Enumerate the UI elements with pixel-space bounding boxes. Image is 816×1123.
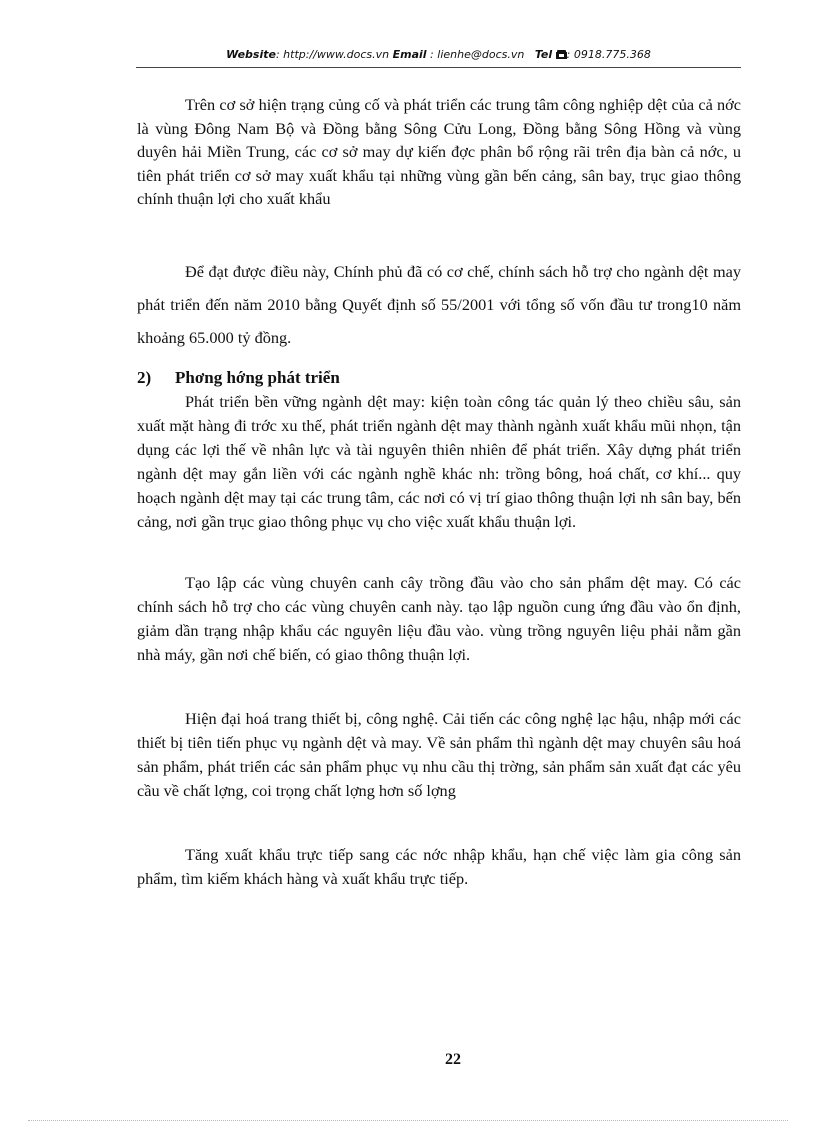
section-number: 2) [137,368,152,387]
paragraph-1: Trên cơ sở hiện trạng củng cố và phát triển các trung tâm công nghiệp dệt của cả nớc là vùng Đông Nam Bộ và Đồng bằng Sông Cửu Long, Đồng bằng Sông Hồng và vùng duyên hải Miền Trung, các cơ sở may dự kiến đợc phân bổ rộng rãi trên địa bàn cả nớc, u tiên phát triển cơ sở may xuất khẩu tại những vùng gần bến cảng, sân bay, trục giao thông chính thuận lợi cho xuất khẩu [137,95,741,208]
paragraph-2: Để đạt được điều này, Chính phủ đã có cơ chế, chính sách hỗ trợ cho ngành dệt may phát triển đến năm 2010 bằng Quyết định số 55/2001 với tổng số vốn đầu tư trong10 năm khoảng 65.000 tỷ đồng. [137,262,741,347]
website-value: : http://www.docs.vn [275,48,390,61]
footer-divider [28,1120,788,1121]
section-heading [137,368,340,388]
section-title: Phơng hớng phát triển [175,368,340,387]
tel-label: Tel [534,48,553,61]
paragraph-6: Tăng xuất khẩu trực tiếp sang các nớc nhập khẩu, hạn chế việc làm gia công sản phẩm, tìm kiếm khách hàng và xuất khẩu trực tiếp. [137,845,741,888]
paragraph-5: Hiện đại hoá trang thiết bị, công nghệ. Cải tiến các công nghệ lạc hậu, nhập mới các thiết bị tiên tiến phục vụ ngành dệt và may. Về sản phẩm thì ngành dệt may chuyên sâu hoá sản phẩm, phát triển các sản phẩm phục vụ nhu cầu thị trờng, sản phẩm sản xuất đạt các yêu cầu về chất lợng, coi trọng chất lợng hơn số lợng [137,709,741,800]
page-header [136,48,741,66]
paragraph-4: Tạo lập các vùng chuyên canh cây trồng đầu vào cho sản phẩm dệt may. Có các chính sách hỗ trợ cho các vùng chuyên canh này. tạo lập nguồn cung ứng đầu vào ổn định, giảm dần trạng nhập khẩu các nguyên liệu đầu vào. vùng trồng nguyên liệu phải nằm gần nhà máy, gần nơi chế biến, có giao thông thuận lợi. [137,573,741,664]
paragraph-3: Phát triển bền vững ngành dệt may: kiện toàn công tác quản lý theo chiều sâu, sản xuất mặt hàng đi trớc xu thế, phát triển ngành dệt may thành ngành xuất khẩu mũi nhọn, tận dụng các lợi thế về nhân lực và tài nguyên thiên nhiên để phát triển. Xây dựng phát triển ngành dệt may gắn liền với các ngành nghề khác nh: trồng bông, hoá chất, cơ khí... quy hoạch ngành dệt may tại các trung tâm, các nơi có vị trí giao thông thuận lợi nh sân bay, bến cảng, nơi gần trục giao thông phục vụ cho việc xuất khẩu thuận lợi. [137,392,741,531]
page-number: 22 [445,1051,461,1068]
phone-icon [556,49,567,58]
email-value: : lienhe@docs.vn [426,48,525,61]
header-divider [136,67,741,68]
email-label: Email [392,48,427,61]
website-label: Website [226,48,276,61]
tel-value: : 0918.775.368 [566,48,651,61]
